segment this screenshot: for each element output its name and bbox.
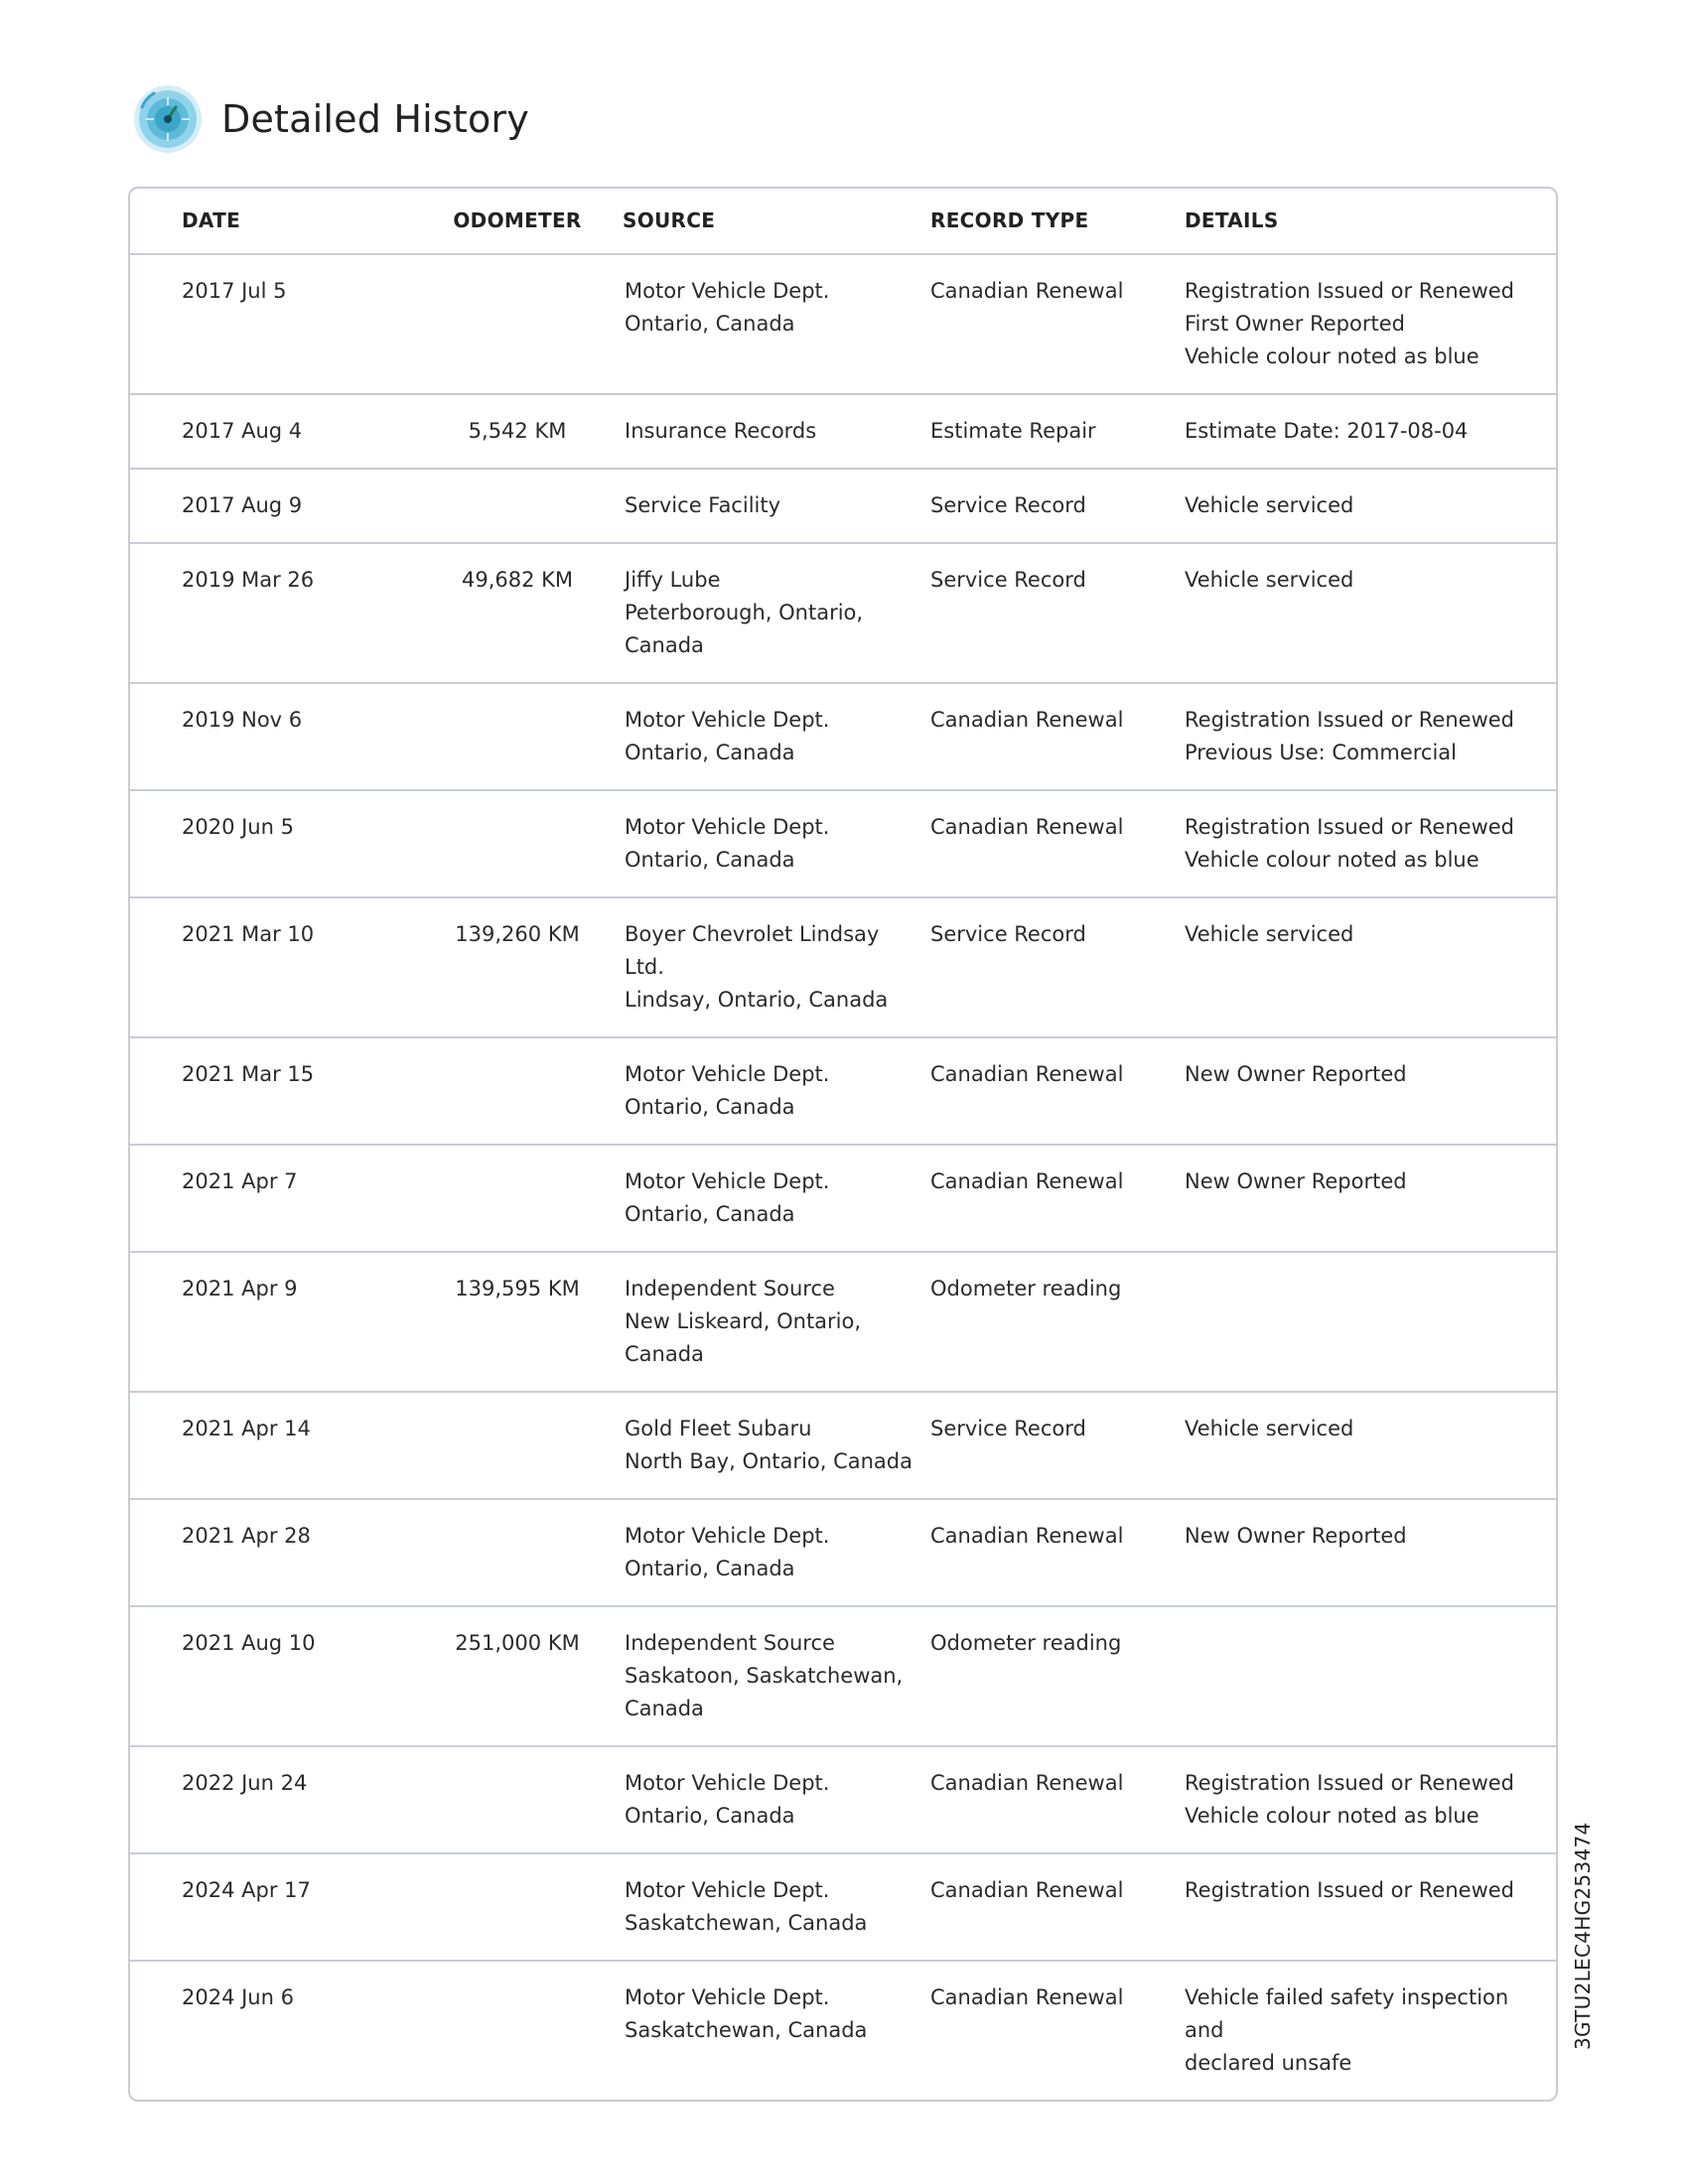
table-row bbox=[130, 789, 1556, 896]
source-line: Ontario, Canada bbox=[625, 1557, 795, 1580]
source-line: Ontario, Canada bbox=[625, 1095, 795, 1119]
cell-date: 2021 Apr 14 bbox=[182, 1417, 311, 1440]
cell-date: 2021 Mar 15 bbox=[182, 1062, 315, 1086]
detail-line: New Owner Reported bbox=[1185, 1524, 1407, 1548]
cell-date: 2017 Jul 5 bbox=[182, 279, 287, 303]
history-table bbox=[128, 187, 1558, 2102]
column-header-details: DETAILS bbox=[1185, 208, 1279, 232]
detail-line: Vehicle colour noted as blue bbox=[1185, 1804, 1479, 1828]
detail-line: Vehicle serviced bbox=[1185, 568, 1354, 592]
source-line: Motor Vehicle Dept. bbox=[625, 815, 830, 839]
source-line: Ontario, Canada bbox=[625, 312, 795, 336]
cell-source bbox=[607, 1607, 930, 1745]
page-header bbox=[132, 79, 529, 159]
cell-record-type: Canadian Renewal bbox=[930, 1169, 1124, 1193]
cell-record-type: Canadian Renewal bbox=[930, 1062, 1124, 1086]
source-line: Ontario, Canada bbox=[625, 1804, 795, 1828]
cell-source bbox=[607, 544, 930, 682]
table-row bbox=[130, 542, 1556, 682]
cell-odometer bbox=[418, 1747, 607, 1852]
column-header-source: SOURCE bbox=[623, 208, 716, 232]
cell-details bbox=[1185, 1607, 1556, 1745]
cell-odometer: 251,000 KM bbox=[455, 1631, 580, 1655]
cell-date: 2021 Apr 9 bbox=[182, 1277, 298, 1300]
cell-record-type: Odometer reading bbox=[930, 1277, 1122, 1300]
cell-odometer bbox=[418, 470, 607, 542]
detail-line: Vehicle serviced bbox=[1185, 493, 1354, 517]
cell-source bbox=[607, 684, 930, 789]
cell-record-type: Canadian Renewal bbox=[930, 1985, 1124, 2009]
cell-record-type: Canadian Renewal bbox=[930, 279, 1124, 303]
cell-odometer: 5,542 KM bbox=[468, 419, 567, 443]
clock-gauge-icon bbox=[132, 83, 204, 155]
cell-odometer bbox=[418, 684, 607, 789]
table-row bbox=[130, 253, 1556, 393]
cell-source bbox=[607, 1393, 930, 1498]
cell-details bbox=[1185, 395, 1556, 468]
cell-source bbox=[607, 395, 930, 468]
cell-date: 2021 Aug 10 bbox=[182, 1631, 316, 1655]
table-row bbox=[130, 1391, 1556, 1498]
cell-source bbox=[607, 1146, 930, 1251]
table-row bbox=[130, 1745, 1556, 1852]
source-line: Motor Vehicle Dept. bbox=[625, 1169, 830, 1193]
source-line: Lindsay, Ontario, Canada bbox=[625, 988, 889, 1012]
detail-line: Registration Issued or Renewed bbox=[1185, 708, 1515, 732]
cell-odometer bbox=[418, 1038, 607, 1144]
cell-source bbox=[607, 470, 930, 542]
cell-source bbox=[607, 1500, 930, 1605]
cell-source bbox=[607, 1962, 930, 2100]
source-line: Motor Vehicle Dept. bbox=[625, 1771, 830, 1795]
detail-line: Estimate Date: 2017-08-04 bbox=[1185, 419, 1469, 443]
detail-line: First Owner Reported bbox=[1185, 312, 1405, 336]
source-line: Saskatchewan, Canada bbox=[625, 1911, 868, 1935]
table-row bbox=[130, 682, 1556, 789]
table-row bbox=[130, 1036, 1556, 1144]
cell-odometer bbox=[418, 255, 607, 393]
cell-date: 2017 Aug 4 bbox=[182, 419, 303, 443]
cell-odometer bbox=[418, 1393, 607, 1498]
cell-details bbox=[1185, 684, 1556, 789]
cell-details bbox=[1185, 898, 1556, 1036]
source-line: Motor Vehicle Dept. bbox=[625, 1524, 830, 1548]
cell-source bbox=[607, 255, 930, 393]
cell-date: 2019 Mar 26 bbox=[182, 568, 315, 592]
cell-details bbox=[1185, 1500, 1556, 1605]
cell-details bbox=[1185, 1962, 1556, 2100]
cell-odometer: 139,260 KM bbox=[455, 922, 580, 946]
cell-date: 2021 Apr 28 bbox=[182, 1524, 311, 1548]
cell-details bbox=[1185, 544, 1556, 682]
cell-odometer: 49,682 KM bbox=[461, 568, 574, 592]
cell-source bbox=[607, 1253, 930, 1391]
table-row bbox=[130, 1605, 1556, 1745]
cell-odometer bbox=[418, 1500, 607, 1605]
cell-record-type: Service Record bbox=[930, 1417, 1086, 1440]
cell-source bbox=[607, 791, 930, 896]
detail-line: New Owner Reported bbox=[1185, 1062, 1407, 1086]
cell-source bbox=[607, 1854, 930, 1960]
vin-side-label: 3GTU2LEC4HG253474 bbox=[1571, 1822, 1595, 2050]
cell-details bbox=[1185, 1146, 1556, 1251]
source-line: New Liskeard, Ontario, Canada bbox=[625, 1309, 862, 1366]
cell-source bbox=[607, 898, 930, 1036]
source-line: Motor Vehicle Dept. bbox=[625, 1985, 830, 2009]
source-line: Ontario, Canada bbox=[625, 1202, 795, 1226]
source-line: Service Facility bbox=[625, 493, 781, 517]
cell-date: 2021 Apr 7 bbox=[182, 1169, 298, 1193]
table-row bbox=[130, 1251, 1556, 1391]
detail-line: Vehicle colour noted as blue bbox=[1185, 848, 1479, 872]
source-line: Motor Vehicle Dept. bbox=[625, 708, 830, 732]
table-header-row bbox=[130, 189, 1556, 253]
source-line: Independent Source bbox=[625, 1631, 835, 1655]
source-line: Motor Vehicle Dept. bbox=[625, 279, 830, 303]
source-line: Canada bbox=[625, 633, 704, 657]
source-line: North Bay, Ontario, Canada bbox=[625, 1449, 913, 1473]
source-line: Insurance Records bbox=[625, 419, 817, 443]
source-line: Motor Vehicle Dept. bbox=[625, 1878, 830, 1902]
table-body bbox=[130, 253, 1556, 2100]
source-line: Motor Vehicle Dept. bbox=[625, 1062, 830, 1086]
cell-record-type: Canadian Renewal bbox=[930, 1524, 1124, 1548]
detail-line: Registration Issued or Renewed bbox=[1185, 1771, 1515, 1795]
cell-source bbox=[607, 1747, 930, 1852]
column-header-record-type: RECORD TYPE bbox=[930, 208, 1089, 232]
cell-record-type: Service Record bbox=[930, 493, 1086, 517]
cell-details bbox=[1185, 255, 1556, 393]
source-line: Ontario, Canada bbox=[625, 848, 795, 872]
source-line: Gold Fleet Subaru bbox=[625, 1417, 812, 1440]
column-header-odometer: ODOMETER bbox=[453, 208, 582, 232]
table-row bbox=[130, 1498, 1556, 1605]
detail-line: Vehicle serviced bbox=[1185, 922, 1354, 946]
cell-record-type: Service Record bbox=[930, 568, 1086, 592]
table-row bbox=[130, 1144, 1556, 1251]
cell-odometer: 139,595 KM bbox=[455, 1277, 580, 1300]
table-row bbox=[130, 393, 1556, 468]
detail-line: New Owner Reported bbox=[1185, 1169, 1407, 1193]
cell-odometer bbox=[418, 1962, 607, 2100]
source-line: Jiffy Lube bbox=[625, 568, 721, 592]
cell-date: 2020 Jun 5 bbox=[182, 815, 294, 839]
page-title: Detailed History bbox=[221, 97, 529, 141]
cell-record-type: Canadian Renewal bbox=[930, 708, 1124, 732]
cell-details bbox=[1185, 470, 1556, 542]
detail-line: Vehicle colour noted as blue bbox=[1185, 344, 1479, 368]
column-header-date: DATE bbox=[182, 208, 241, 232]
source-line: Ontario, Canada bbox=[625, 741, 795, 764]
cell-odometer bbox=[418, 1854, 607, 1960]
cell-date: 2019 Nov 6 bbox=[182, 708, 303, 732]
table-row bbox=[130, 896, 1556, 1036]
cell-record-type: Canadian Renewal bbox=[930, 815, 1124, 839]
cell-date: 2024 Jun 6 bbox=[182, 1985, 294, 2009]
table-row bbox=[130, 1852, 1556, 1960]
detail-line: Vehicle failed safety inspection and bbox=[1185, 1985, 1509, 2042]
cell-odometer bbox=[418, 1146, 607, 1251]
table-row bbox=[130, 468, 1556, 542]
cell-details bbox=[1185, 1747, 1556, 1852]
cell-record-type: Canadian Renewal bbox=[930, 1771, 1124, 1795]
cell-date: 2022 Jun 24 bbox=[182, 1771, 308, 1795]
cell-record-type: Service Record bbox=[930, 922, 1086, 946]
source-line: Peterborough, Ontario, bbox=[625, 601, 864, 624]
source-line: Independent Source bbox=[625, 1277, 835, 1300]
table-row bbox=[130, 1960, 1556, 2100]
detail-line: Registration Issued or Renewed bbox=[1185, 815, 1515, 839]
source-line: Canada bbox=[625, 1697, 704, 1720]
cell-record-type: Odometer reading bbox=[930, 1631, 1122, 1655]
cell-details bbox=[1185, 1038, 1556, 1144]
cell-odometer bbox=[418, 791, 607, 896]
detail-line: Vehicle serviced bbox=[1185, 1417, 1354, 1440]
detail-line: Registration Issued or Renewed bbox=[1185, 1878, 1515, 1902]
cell-record-type: Canadian Renewal bbox=[930, 1878, 1124, 1902]
cell-details bbox=[1185, 791, 1556, 896]
source-line: Saskatoon, Saskatchewan, bbox=[625, 1664, 904, 1688]
detail-line: declared unsafe bbox=[1185, 2051, 1352, 2075]
cell-details bbox=[1185, 1854, 1556, 1960]
detail-line: Registration Issued or Renewed bbox=[1185, 279, 1515, 303]
source-line: Boyer Chevrolet Lindsay Ltd. bbox=[625, 922, 880, 979]
cell-details bbox=[1185, 1253, 1556, 1391]
cell-details bbox=[1185, 1393, 1556, 1498]
cell-date: 2024 Apr 17 bbox=[182, 1878, 311, 1902]
cell-source bbox=[607, 1038, 930, 1144]
cell-date: 2017 Aug 9 bbox=[182, 493, 303, 517]
source-line: Saskatchewan, Canada bbox=[625, 2018, 868, 2042]
cell-date: 2021 Mar 10 bbox=[182, 922, 315, 946]
cell-record-type: Estimate Repair bbox=[930, 419, 1096, 443]
detail-line: Previous Use: Commercial bbox=[1185, 741, 1458, 764]
